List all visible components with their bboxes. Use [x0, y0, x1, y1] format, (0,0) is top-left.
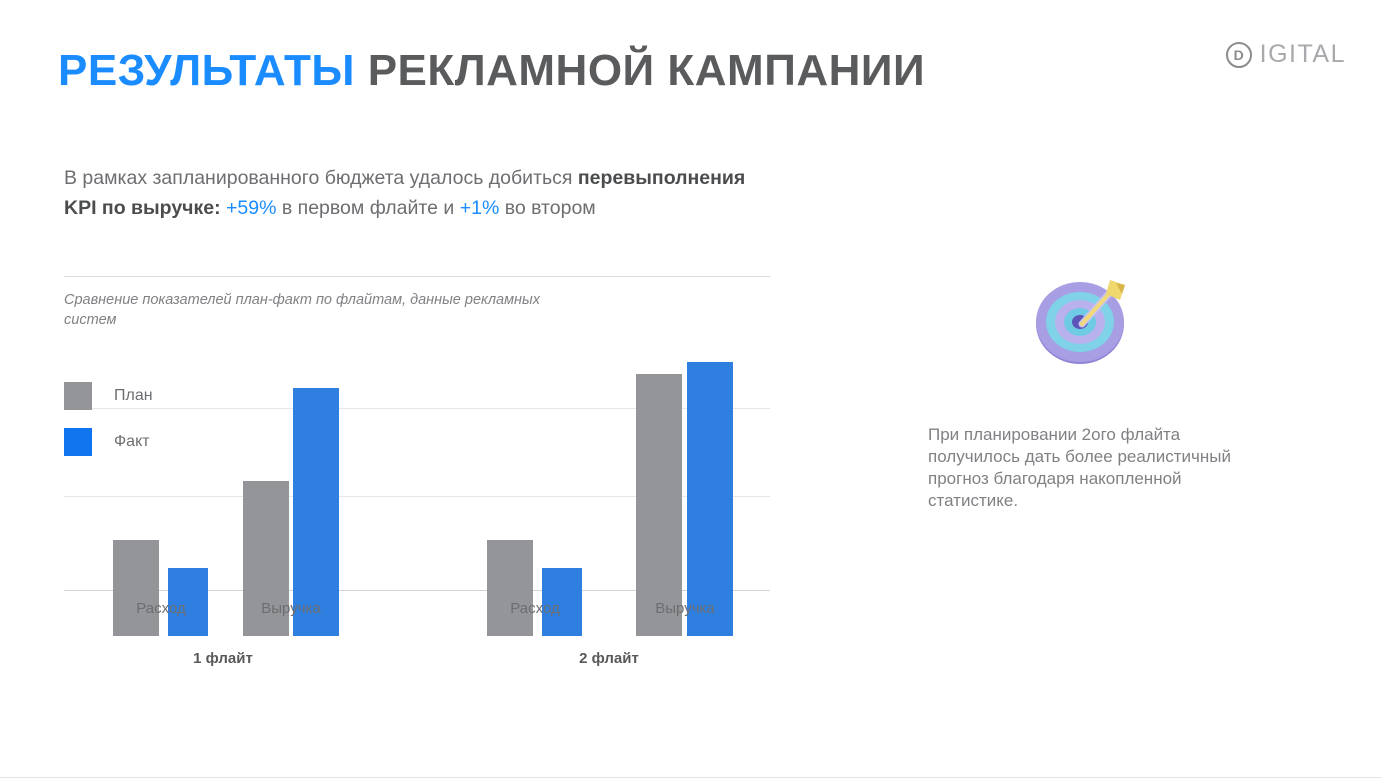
- category-label-rashod-flight2: Расход: [510, 600, 560, 617]
- lead-line1: В рамках запланированного бюджета удалось добиться: [64, 167, 578, 189]
- group-label-flight1: 1 флайт: [193, 650, 253, 667]
- lead-paragraph: [64, 163, 764, 223]
- logo-text: IGITAL: [1259, 40, 1346, 68]
- legend-swatch-fact-icon: [64, 428, 92, 456]
- lead-tail: во втором: [499, 197, 596, 219]
- bar-chart: [64, 342, 770, 732]
- lead-value-2: +1%: [459, 197, 500, 219]
- legend-item-fact: [64, 428, 153, 456]
- chart-block: [64, 276, 770, 732]
- legend-label-fact: Факт: [114, 433, 150, 450]
- legend-label-plan: План: [114, 387, 153, 404]
- page-title-accent: РЕЗУЛЬТАТЫ: [58, 46, 355, 95]
- category-label-rashod-flight1: Расход: [136, 600, 186, 617]
- legend-item-plan: [64, 382, 153, 410]
- chart-subtitle: Сравнение показателей план-факт по флайтам, данные рекламных систем: [64, 292, 540, 328]
- bar-plan-vyruchka-flight2: [636, 374, 682, 636]
- bar-plan-rashod-flight1: [113, 540, 159, 636]
- bar-fact-vyruchka-flight2: [687, 362, 733, 636]
- lead-bold: перевыполнения KPI по выручке:: [64, 167, 746, 219]
- page-title-rest: РЕКЛАМНОЙ КАМПАНИИ: [354, 46, 926, 95]
- bar-fact-vyruchka-flight1: [293, 388, 339, 636]
- side-note: При планировании 2ого флайта получилось дать более реалистичный прогноз благодаря накопленной статистике.: [928, 425, 1231, 510]
- category-label-vyruchka-flight2: Выручка: [655, 600, 715, 617]
- target-dart-icon: [1030, 272, 1134, 368]
- chart-legend: [64, 382, 153, 474]
- logo-mark-icon: D: [1226, 42, 1252, 68]
- group-label-flight2: 2 флайт: [579, 650, 639, 667]
- bar-plan-rashod-flight2: [487, 540, 533, 636]
- lead-value-1: +59%: [226, 197, 277, 219]
- legend-swatch-plan-icon: [64, 382, 92, 410]
- page-title: [58, 46, 925, 96]
- lead-mid: в первом флайте и: [276, 197, 460, 219]
- brand-logo: [1226, 40, 1346, 69]
- chart-top-divider: [64, 276, 770, 277]
- category-label-vyruchka-flight1: Выручка: [261, 600, 321, 617]
